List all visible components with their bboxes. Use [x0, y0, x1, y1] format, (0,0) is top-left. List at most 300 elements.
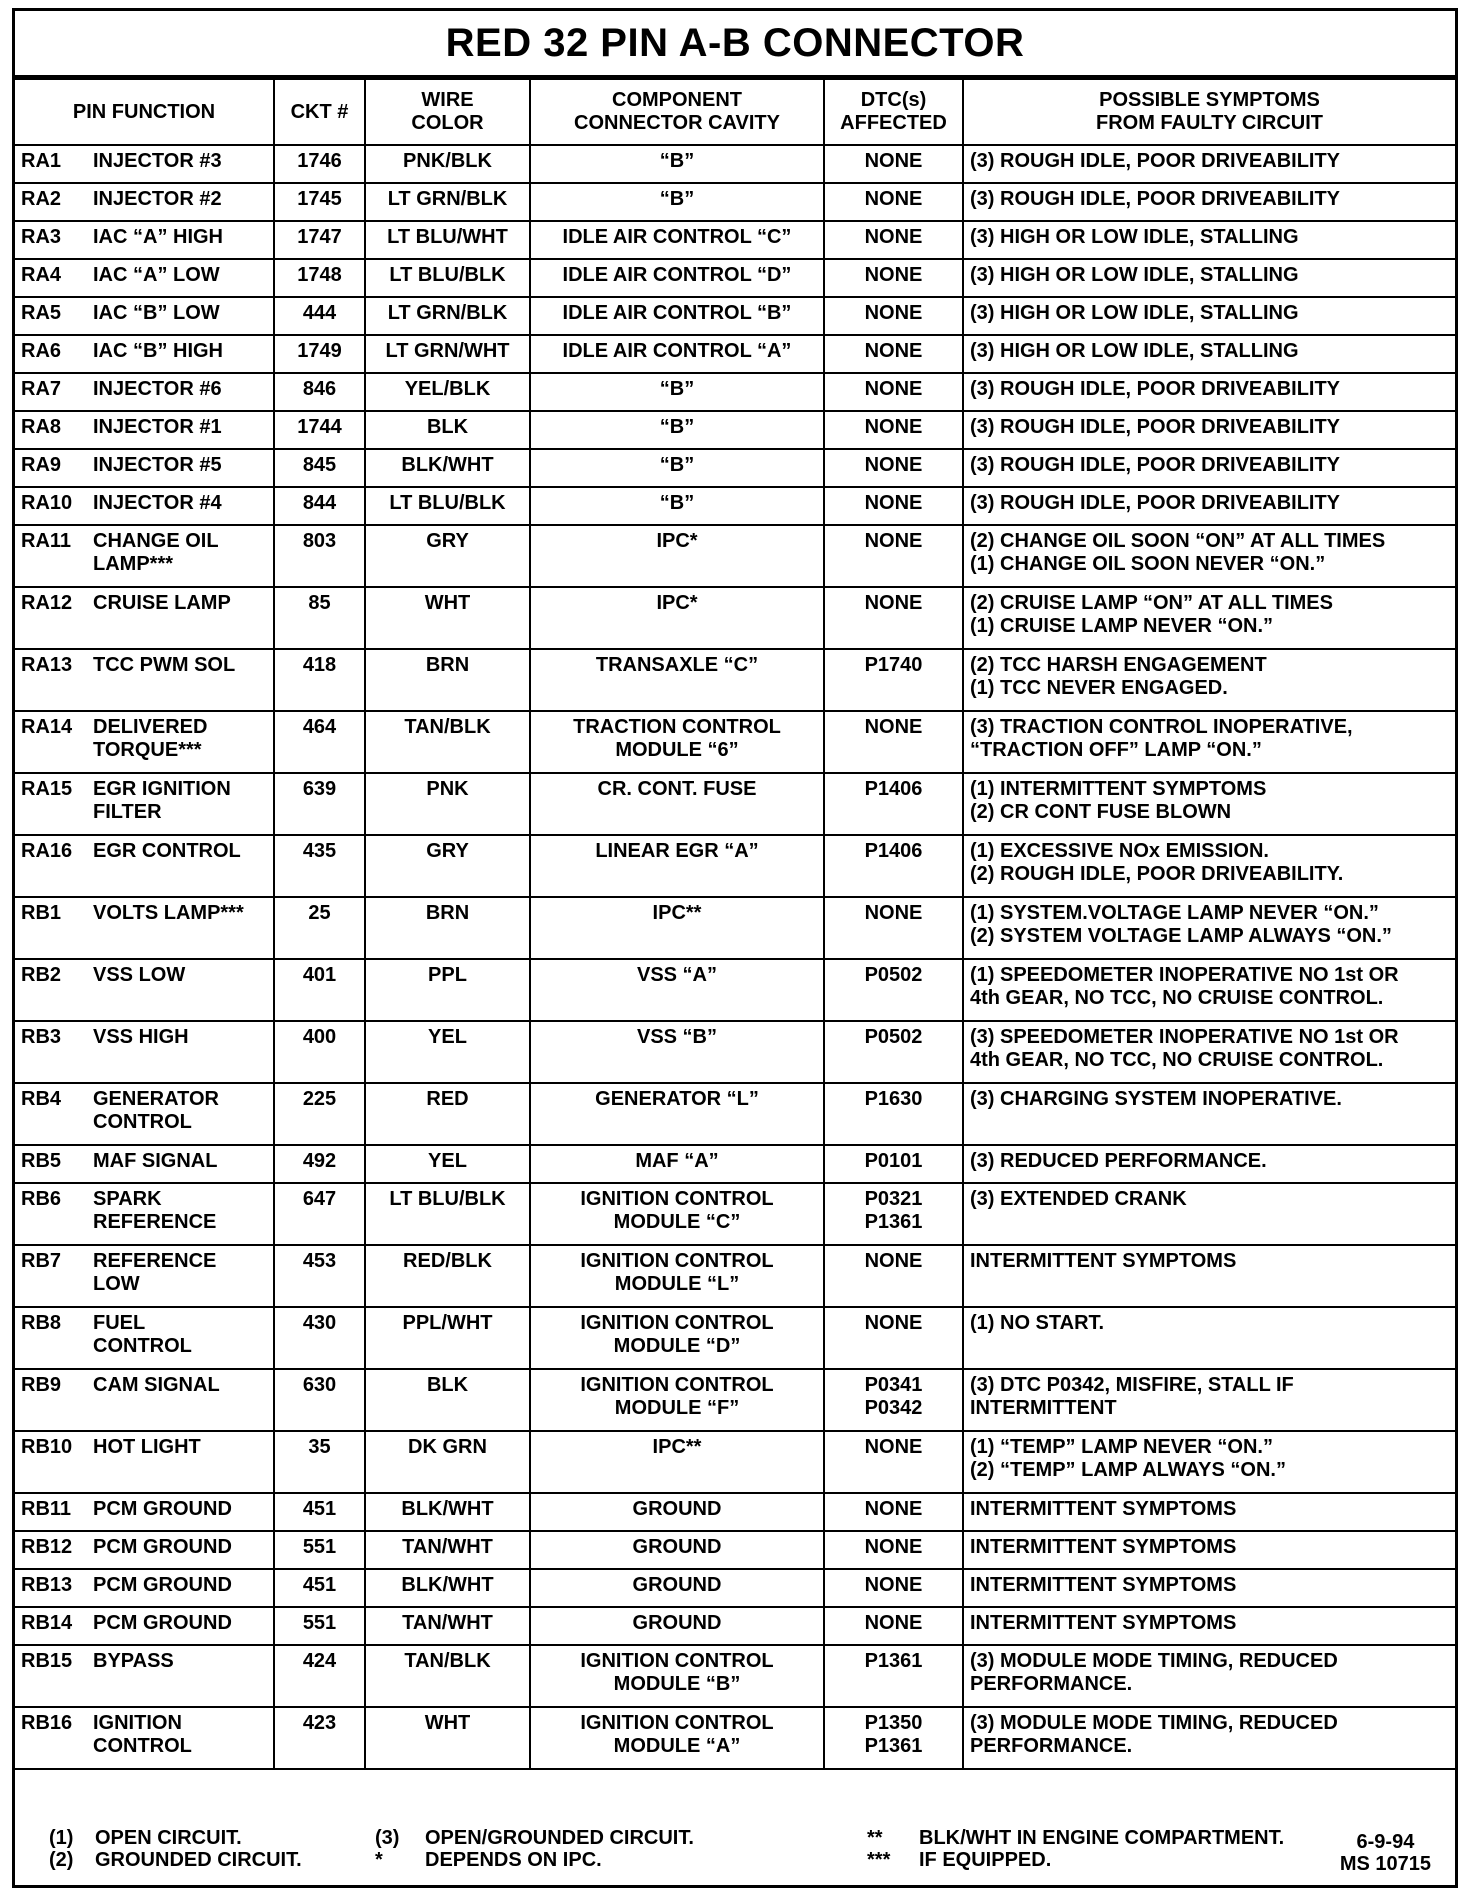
table-row: [15, 183, 1455, 221]
symptoms-cell: (1) EXCESSIVE NOx EMISSION. (2) ROUGH IDLE, POOR DRIVEABILITY.: [963, 835, 1455, 897]
component-cell: GROUND: [530, 1531, 824, 1569]
symptoms-cell: (3) MODULE MODE TIMING, REDUCED PERFORMANCE.: [963, 1707, 1455, 1769]
dtc-cell: NONE: [824, 1307, 963, 1369]
footnote-group-2: [375, 1827, 694, 1871]
table-row: [15, 1531, 1455, 1569]
pin-function: PCM GROUND: [93, 1498, 232, 1520]
pin-function: PCM GROUND: [93, 1612, 232, 1634]
ckt-cell: 1746: [274, 145, 365, 183]
component-cell: IPC**: [530, 1431, 824, 1493]
pin-id: RA12: [21, 592, 73, 614]
dtc-cell: NONE: [824, 525, 963, 587]
component-cell: IDLE AIR CONTROL “C”: [530, 221, 824, 259]
symptoms-cell: (3) ROUGH IDLE, POOR DRIVEABILITY: [963, 487, 1455, 525]
ckt-cell: 1744: [274, 411, 365, 449]
pin-function: HOT LIGHT: [93, 1436, 201, 1458]
wire-color-cell: LT BLU/BLK: [365, 487, 530, 525]
table-row: [15, 1707, 1455, 1769]
pin-function: IAC “B” LOW: [93, 302, 220, 324]
symptoms-cell: (2) CRUISE LAMP “ON” AT ALL TIMES (1) CRUISE LAMP NEVER “ON.”: [963, 587, 1455, 649]
wire-color-cell: TAN/BLK: [365, 711, 530, 773]
footnote-text: OPEN CIRCUIT.: [95, 1827, 242, 1849]
pin-function: PCM GROUND: [93, 1574, 232, 1596]
pin-function: REFERENCE LOW: [93, 1250, 217, 1295]
wire-color-cell: WHT: [365, 1707, 530, 1769]
table-row: [15, 1607, 1455, 1645]
pin-id: RA5: [21, 302, 62, 324]
pin-id: RB11: [21, 1498, 72, 1520]
pin-function-cell: [15, 335, 274, 373]
ckt-cell: 451: [274, 1569, 365, 1607]
pin-function-cell: [15, 373, 274, 411]
component-cell: IGNITION CONTROL MODULE “D”: [530, 1307, 824, 1369]
symptoms-cell: (1) SPEEDOMETER INOPERATIVE NO 1st OR 4th GEAR, NO TCC, NO CRUISE CONTROL.: [963, 959, 1455, 1021]
dtc-cell: P1406: [824, 773, 963, 835]
component-cell: “B”: [530, 411, 824, 449]
pin-function: SPARK REFERENCE: [93, 1188, 217, 1233]
wire-color-cell: LT GRN/BLK: [365, 297, 530, 335]
ckt-cell: 551: [274, 1607, 365, 1645]
wire-color-cell: PPL/WHT: [365, 1307, 530, 1369]
symptoms-cell: (3) HIGH OR LOW IDLE, STALLING: [963, 221, 1455, 259]
component-cell: IDLE AIR CONTROL “D”: [530, 259, 824, 297]
table-row: [15, 1183, 1455, 1245]
wire-color-cell: PPL: [365, 959, 530, 1021]
pin-id: RB4: [21, 1088, 62, 1110]
wire-color-cell: LT BLU/BLK: [365, 1183, 530, 1245]
stamp-date: 6-9-94: [1356, 1831, 1415, 1853]
pin-function-cell: [15, 1145, 274, 1183]
pin-id: RB14: [21, 1612, 73, 1634]
table-row: [15, 487, 1455, 525]
symptoms-cell: (3) HIGH OR LOW IDLE, STALLING: [963, 259, 1455, 297]
header-pin-function: PIN FUNCTION: [15, 79, 274, 145]
header-dtc: DTC(s) AFFECTED: [824, 79, 963, 145]
ckt-cell: 630: [274, 1369, 365, 1431]
component-cell: MAF “A”: [530, 1145, 824, 1183]
footnote-key: **: [867, 1827, 883, 1849]
wire-color-cell: YEL: [365, 1021, 530, 1083]
dtc-cell: NONE: [824, 259, 963, 297]
wire-color-cell: BLK: [365, 411, 530, 449]
pin-id: RB5: [21, 1150, 62, 1172]
pin-function: IAC “B” HIGH: [93, 340, 223, 362]
pin-id: RB2: [21, 964, 62, 986]
wire-color-cell: RED/BLK: [365, 1245, 530, 1307]
wire-color-cell: BLK/WHT: [365, 1493, 530, 1531]
pin-id: RA13: [21, 654, 73, 676]
header-row: [15, 79, 1455, 145]
dtc-cell: NONE: [824, 897, 963, 959]
dtc-cell: NONE: [824, 373, 963, 411]
table-row: [15, 373, 1455, 411]
wire-color-cell: PNK: [365, 773, 530, 835]
symptoms-cell: (2) TCC HARSH ENGAGEMENT (1) TCC NEVER ENGAGED.: [963, 649, 1455, 711]
symptoms-cell: (3) MODULE MODE TIMING, REDUCED PERFORMANCE.: [963, 1645, 1455, 1707]
pin-id: RB13: [21, 1574, 73, 1596]
dtc-cell: NONE: [824, 411, 963, 449]
component-cell: IDLE AIR CONTROL “B”: [530, 297, 824, 335]
pin-function-cell: [15, 711, 274, 773]
pin-function: VSS LOW: [93, 964, 186, 986]
pin-function: INJECTOR #5: [93, 454, 222, 476]
dtc-cell: P1361: [824, 1645, 963, 1707]
connector-sheet: [12, 8, 1458, 1888]
dtc-cell: NONE: [824, 1431, 963, 1493]
wire-color-cell: YEL/BLK: [365, 373, 530, 411]
pin-id: RB10: [21, 1436, 73, 1458]
pin-function-cell: [15, 449, 274, 487]
footnote-text: BLK/WHT IN ENGINE COMPARTMENT.: [919, 1827, 1285, 1849]
component-cell: IPC*: [530, 587, 824, 649]
pin-id: RB6: [21, 1188, 62, 1210]
pin-function-cell: [15, 1083, 274, 1145]
dtc-cell: NONE: [824, 335, 963, 373]
component-cell: IGNITION CONTROL MODULE “F”: [530, 1369, 824, 1431]
symptoms-cell: (1) NO START.: [963, 1307, 1455, 1369]
pin-function-cell: [15, 835, 274, 897]
pin-id: RA6: [21, 340, 62, 362]
dtc-cell: NONE: [824, 1245, 963, 1307]
pin-function: PCM GROUND: [93, 1536, 232, 1558]
wire-color-cell: BLK/WHT: [365, 449, 530, 487]
ckt-cell: 639: [274, 773, 365, 835]
table-row: [15, 525, 1455, 587]
dtc-cell: NONE: [824, 587, 963, 649]
pin-function: GENERATOR CONTROL: [93, 1088, 219, 1133]
table-row: [15, 411, 1455, 449]
symptoms-cell: (3) EXTENDED CRANK: [963, 1183, 1455, 1245]
wire-color-cell: YEL: [365, 1145, 530, 1183]
wire-color-cell: PNK/BLK: [365, 145, 530, 183]
ckt-cell: 1748: [274, 259, 365, 297]
ckt-cell: 451: [274, 1493, 365, 1531]
dtc-cell: NONE: [824, 1493, 963, 1531]
table-row: [15, 1569, 1455, 1607]
ckt-cell: 423: [274, 1707, 365, 1769]
pin-function-cell: [15, 959, 274, 1021]
ckt-cell: 1745: [274, 183, 365, 221]
pin-id: RA2: [21, 188, 62, 210]
ckt-cell: 418: [274, 649, 365, 711]
pinout-rows: [15, 145, 1455, 1769]
symptoms-cell: (1) INTERMITTENT SYMPTOMS (2) CR CONT FUSE BLOWN: [963, 773, 1455, 835]
pin-function: CHANGE OIL LAMP***: [93, 530, 219, 575]
wire-color-cell: GRY: [365, 525, 530, 587]
ckt-cell: 1747: [274, 221, 365, 259]
pin-function: IAC “A” LOW: [93, 264, 220, 286]
footnote-group-3: [867, 1827, 1284, 1871]
ckt-cell: 464: [274, 711, 365, 773]
symptoms-cell: INTERMITTENT SYMPTOMS: [963, 1493, 1455, 1531]
dtc-cell: NONE: [824, 449, 963, 487]
pin-function: DELIVERED TORQUE***: [93, 716, 208, 761]
wire-color-cell: TAN/WHT: [365, 1531, 530, 1569]
table-row: [15, 449, 1455, 487]
component-cell: GROUND: [530, 1493, 824, 1531]
pin-function-cell: [15, 1493, 274, 1531]
ckt-cell: 225: [274, 1083, 365, 1145]
wire-color-cell: LT BLU/WHT: [365, 221, 530, 259]
symptoms-cell: (3) HIGH OR LOW IDLE, STALLING: [963, 335, 1455, 373]
ckt-cell: 844: [274, 487, 365, 525]
table-row: [15, 259, 1455, 297]
pin-function: MAF SIGNAL: [93, 1150, 218, 1172]
pinout-table: [15, 78, 1455, 1770]
dtc-cell: NONE: [824, 145, 963, 183]
table-row: [15, 1431, 1455, 1493]
pin-function-cell: [15, 587, 274, 649]
pin-function: IGNITION CONTROL: [93, 1712, 192, 1757]
pin-function-cell: [15, 1431, 274, 1493]
pin-id: RA10: [21, 492, 73, 514]
pin-function-cell: [15, 1021, 274, 1083]
symptoms-cell: (3) HIGH OR LOW IDLE, STALLING: [963, 297, 1455, 335]
pin-function: FUEL CONTROL: [93, 1312, 192, 1357]
pin-function-cell: [15, 221, 274, 259]
pin-function-cell: [15, 525, 274, 587]
ckt-cell: 803: [274, 525, 365, 587]
symptoms-cell: (3) ROUGH IDLE, POOR DRIVEABILITY: [963, 373, 1455, 411]
wire-color-cell: GRY: [365, 835, 530, 897]
ckt-cell: 846: [274, 373, 365, 411]
wire-color-cell: DK GRN: [365, 1431, 530, 1493]
dtc-cell: P1740: [824, 649, 963, 711]
table-row: [15, 835, 1455, 897]
pin-function-cell: [15, 1607, 274, 1645]
pin-function-cell: [15, 1645, 274, 1707]
component-cell: “B”: [530, 373, 824, 411]
ckt-cell: 401: [274, 959, 365, 1021]
component-cell: “B”: [530, 145, 824, 183]
ckt-cell: 492: [274, 1145, 365, 1183]
pin-function-cell: [15, 649, 274, 711]
pin-function: CRUISE LAMP: [93, 592, 231, 614]
pin-id: RA8: [21, 416, 62, 438]
pin-function: INJECTOR #4: [93, 492, 222, 514]
ckt-cell: 25: [274, 897, 365, 959]
dtc-cell: P0341 P0342: [824, 1369, 963, 1431]
table-row: [15, 1369, 1455, 1431]
pin-id: RB7: [21, 1250, 62, 1272]
footnote-key: (2): [49, 1849, 74, 1871]
dtc-cell: P0502: [824, 1021, 963, 1083]
footnote-text: IF EQUIPPED.: [919, 1849, 1052, 1871]
pin-function: INJECTOR #3: [93, 150, 222, 172]
symptoms-cell: (3) ROUGH IDLE, POOR DRIVEABILITY: [963, 183, 1455, 221]
wire-color-cell: TAN/WHT: [365, 1607, 530, 1645]
page-title: RED 32 PIN A-B CONNECTOR: [15, 11, 1455, 78]
component-cell: GROUND: [530, 1569, 824, 1607]
symptoms-cell: INTERMITTENT SYMPTOMS: [963, 1531, 1455, 1569]
symptoms-cell: (3) ROUGH IDLE, POOR DRIVEABILITY: [963, 411, 1455, 449]
pin-id: RB12: [21, 1536, 73, 1558]
footnotes: [15, 1795, 1455, 1885]
symptoms-cell: INTERMITTENT SYMPTOMS: [963, 1569, 1455, 1607]
table-row: [15, 1493, 1455, 1531]
pin-id: RB16: [21, 1712, 73, 1734]
ckt-cell: 551: [274, 1531, 365, 1569]
footnote-text: GROUNDED CIRCUIT.: [95, 1849, 302, 1871]
wire-color-cell: WHT: [365, 587, 530, 649]
component-cell: “B”: [530, 449, 824, 487]
dtc-cell: NONE: [824, 1569, 963, 1607]
dtc-cell: NONE: [824, 221, 963, 259]
pin-function: INJECTOR #1: [93, 416, 222, 438]
footnote-text: OPEN/GROUNDED CIRCUIT.: [425, 1827, 694, 1849]
table-row: [15, 297, 1455, 335]
table-row: [15, 1021, 1455, 1083]
wire-color-cell: RED: [365, 1083, 530, 1145]
pin-id: RB15: [21, 1650, 73, 1672]
component-cell: VSS “B”: [530, 1021, 824, 1083]
dtc-cell: P1350 P1361: [824, 1707, 963, 1769]
component-cell: TRANSAXLE “C”: [530, 649, 824, 711]
dtc-cell: NONE: [824, 1531, 963, 1569]
table-row: [15, 1307, 1455, 1369]
component-cell: TRACTION CONTROL MODULE “6”: [530, 711, 824, 773]
ckt-cell: 85: [274, 587, 365, 649]
pin-function-cell: [15, 1245, 274, 1307]
symptoms-cell: (1) “TEMP” LAMP NEVER “ON.” (2) “TEMP” LAMP ALWAYS “ON.”: [963, 1431, 1455, 1493]
pin-id: RB9: [21, 1374, 62, 1396]
pin-id: RB8: [21, 1312, 62, 1334]
pin-id: RA9: [21, 454, 62, 476]
pin-function-cell: [15, 1707, 274, 1769]
pin-id: RA16: [21, 840, 73, 862]
component-cell: GENERATOR “L”: [530, 1083, 824, 1145]
table-row: [15, 145, 1455, 183]
wire-color-cell: BLK: [365, 1369, 530, 1431]
wire-color-cell: LT BLU/BLK: [365, 259, 530, 297]
pin-id: RA4: [21, 264, 62, 286]
component-cell: IGNITION CONTROL MODULE “A”: [530, 1707, 824, 1769]
wire-color-cell: BLK/WHT: [365, 1569, 530, 1607]
wire-color-cell: LT GRN/BLK: [365, 183, 530, 221]
dtc-cell: P0321 P1361: [824, 1183, 963, 1245]
table-row: [15, 959, 1455, 1021]
component-cell: CR. CONT. FUSE: [530, 773, 824, 835]
pin-id: RA14: [21, 716, 73, 738]
pin-function: TCC PWM SOL: [93, 654, 236, 676]
header-ckt: CKT #: [274, 79, 365, 145]
symptoms-cell: INTERMITTENT SYMPTOMS: [963, 1607, 1455, 1645]
footnote-key: ***: [867, 1849, 891, 1871]
table-row: [15, 335, 1455, 373]
table-row: [15, 587, 1455, 649]
pin-function: VSS HIGH: [93, 1026, 189, 1048]
dtc-cell: NONE: [824, 297, 963, 335]
pin-function-cell: [15, 773, 274, 835]
component-cell: LINEAR EGR “A”: [530, 835, 824, 897]
symptoms-cell: (2) CHANGE OIL SOON “ON” AT ALL TIMES (1) CHANGE OIL SOON NEVER “ON.”: [963, 525, 1455, 587]
pin-function-cell: [15, 897, 274, 959]
dtc-cell: NONE: [824, 711, 963, 773]
symptoms-cell: (3) ROUGH IDLE, POOR DRIVEABILITY: [963, 145, 1455, 183]
pin-id: RA7: [21, 378, 62, 400]
symptoms-cell: (3) ROUGH IDLE, POOR DRIVEABILITY: [963, 449, 1455, 487]
pin-function-cell: [15, 1369, 274, 1431]
pin-function: BYPASS: [93, 1650, 174, 1672]
ckt-cell: 435: [274, 835, 365, 897]
dtc-cell: P0101: [824, 1145, 963, 1183]
symptoms-cell: (3) CHARGING SYSTEM INOPERATIVE.: [963, 1083, 1455, 1145]
component-cell: VSS “A”: [530, 959, 824, 1021]
stamp-code: MS 10715: [1339, 1853, 1431, 1875]
ckt-cell: 35: [274, 1431, 365, 1493]
table-row: [15, 1083, 1455, 1145]
component-cell: IPC**: [530, 897, 824, 959]
pin-id: RA3: [21, 226, 62, 248]
symptoms-cell: (3) REDUCED PERFORMANCE.: [963, 1145, 1455, 1183]
pin-function: EGR CONTROL: [93, 840, 241, 862]
symptoms-cell: (3) TRACTION CONTROL INOPERATIVE, “TRACTION OFF” LAMP “ON.”: [963, 711, 1455, 773]
table-row: [15, 897, 1455, 959]
ckt-cell: 845: [274, 449, 365, 487]
ckt-cell: 424: [274, 1645, 365, 1707]
ckt-cell: 444: [274, 297, 365, 335]
pin-function: IAC “A” HIGH: [93, 226, 223, 248]
wire-color-cell: BRN: [365, 897, 530, 959]
component-cell: “B”: [530, 183, 824, 221]
pin-function-cell: [15, 183, 274, 221]
pin-id: RA1: [21, 150, 62, 172]
pin-function-cell: [15, 1307, 274, 1369]
table-row: [15, 711, 1455, 773]
header-component: COMPONENT CONNECTOR CAVITY: [530, 79, 824, 145]
wire-color-cell: BRN: [365, 649, 530, 711]
pin-id: RA15: [21, 778, 73, 800]
table-row: [15, 1645, 1455, 1707]
footnote-key: (3): [375, 1827, 400, 1849]
pin-id: RA11: [21, 530, 72, 552]
pin-function-cell: [15, 259, 274, 297]
ckt-cell: 453: [274, 1245, 365, 1307]
header-symptoms: POSSIBLE SYMPTOMS FROM FAULTY CIRCUIT: [963, 79, 1455, 145]
footnote-key: *: [375, 1849, 383, 1871]
pin-function-cell: [15, 1569, 274, 1607]
pin-function-cell: [15, 487, 274, 525]
table-row: [15, 649, 1455, 711]
symptoms-cell: (3) SPEEDOMETER INOPERATIVE NO 1st OR 4th GEAR, NO TCC, NO CRUISE CONTROL.: [963, 1021, 1455, 1083]
pin-function: CAM SIGNAL: [93, 1374, 220, 1396]
component-cell: IDLE AIR CONTROL “A”: [530, 335, 824, 373]
symptoms-cell: INTERMITTENT SYMPTOMS: [963, 1245, 1455, 1307]
wire-color-cell: TAN/BLK: [365, 1645, 530, 1707]
symptoms-cell: (1) SYSTEM.VOLTAGE LAMP NEVER “ON.” (2) SYSTEM VOLTAGE LAMP ALWAYS “ON.”: [963, 897, 1455, 959]
component-cell: “B”: [530, 487, 824, 525]
dtc-cell: P1406: [824, 835, 963, 897]
dtc-cell: P1630: [824, 1083, 963, 1145]
pin-function-cell: [15, 1183, 274, 1245]
component-cell: IPC*: [530, 525, 824, 587]
pin-id: RB1: [21, 902, 62, 924]
document-stamp: [1340, 1831, 1431, 1875]
dtc-cell: NONE: [824, 1607, 963, 1645]
ckt-cell: 430: [274, 1307, 365, 1369]
pin-function-cell: [15, 411, 274, 449]
pin-function: INJECTOR #2: [93, 188, 222, 210]
ckt-cell: 647: [274, 1183, 365, 1245]
pin-function: INJECTOR #6: [93, 378, 222, 400]
dtc-cell: NONE: [824, 183, 963, 221]
component-cell: IGNITION CONTROL MODULE “L”: [530, 1245, 824, 1307]
footnote-group-1: [49, 1827, 302, 1871]
component-cell: IGNITION CONTROL MODULE “B”: [530, 1645, 824, 1707]
symptoms-cell: (3) DTC P0342, MISFIRE, STALL IF INTERMITTENT: [963, 1369, 1455, 1431]
header-wire-color: WIRE COLOR: [365, 79, 530, 145]
component-cell: IGNITION CONTROL MODULE “C”: [530, 1183, 824, 1245]
